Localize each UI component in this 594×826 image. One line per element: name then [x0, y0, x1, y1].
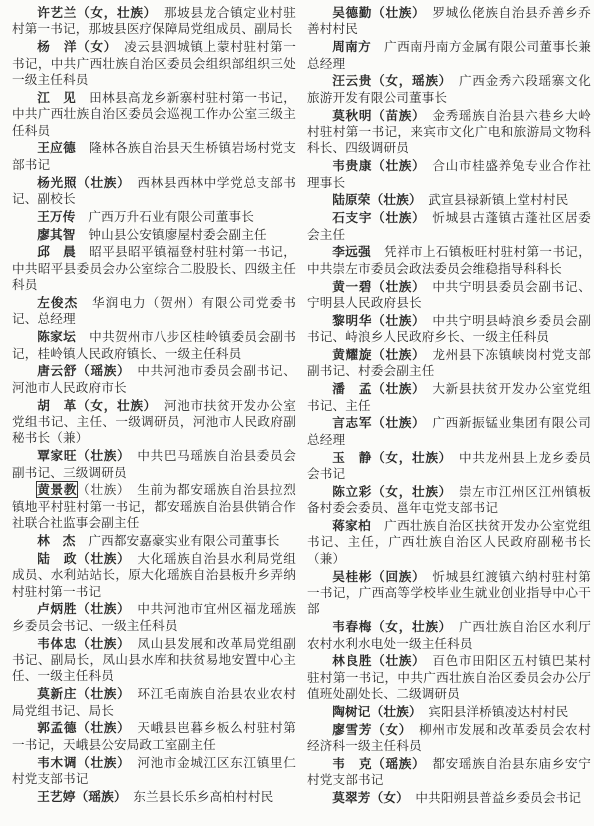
- honoree-entry: [12, 686, 296, 719]
- honoree-name: 邱 晨: [37, 244, 77, 260]
- honoree-name: 黄景教: [37, 482, 78, 498]
- honoree-entry: [12, 295, 296, 328]
- honoree-description: 中共宁明县委员会副书记、宁明县人民政府县长: [307, 278, 591, 311]
- honoree-name: 莫翠芳（女）: [332, 790, 403, 806]
- honoree-entry: [307, 313, 591, 346]
- honoree-name: 汪云贵（女，瑶族）: [332, 73, 446, 89]
- honoree-entry: [12, 601, 296, 634]
- honoree-name: 林良胜（壮族）: [332, 653, 420, 669]
- honoree-description: 钟山县公安镇廖屋村委会副主任: [88, 226, 267, 242]
- honoree-entry: [307, 192, 591, 208]
- honoree-description: 广西壮族自治区水利厅农村水利水电处一级主任科员: [307, 619, 592, 651]
- honoree-name: 王艺婷（瑶族）: [37, 788, 121, 804]
- honoree-name: 李远强: [332, 244, 372, 260]
- honoree-description: 广西金秀六段瑶寨文化旅游开发有限公司董事长: [307, 73, 592, 105]
- honoree-entry: [307, 158, 591, 191]
- honoree-description: 宾阳县洋桥镇凌达村村民: [428, 704, 569, 720]
- honoree-description: 大新县扶贫开发办公室党组书记、主任: [307, 381, 591, 413]
- honoree-description: 天峨县岜暮乡板么村驻村第一书记，天峨县公安局政工室副主任: [12, 720, 296, 752]
- honoree-entry: [12, 533, 296, 549]
- honoree-entry: [12, 398, 296, 447]
- honoree-name: 杨 洋（女）: [37, 39, 111, 55]
- honoree-description: 忻城县红渡镇六纳村驻村第一书记，广西高等学校毕业生就业创业指导中心干部: [307, 568, 591, 617]
- honoree-entry: [307, 381, 591, 414]
- honoree-entry: [307, 210, 591, 243]
- honoree-name: 林 杰: [37, 533, 76, 549]
- honoree-name: 韦 克（瑶族）: [332, 756, 420, 772]
- honoree-entry: [12, 636, 296, 685]
- honoree-description: 东兰县长乐乡高柏村村民: [133, 788, 274, 804]
- honoree-name: 覃家旺（壮族）: [37, 448, 125, 464]
- honoree-name: 王万传: [37, 208, 76, 224]
- honoree-name: 玉 静（女，壮族）: [332, 449, 446, 465]
- honoree-description: 龙州县下冻镇峡岗村党支部副书记、村委会副主任: [307, 347, 591, 379]
- honoree-description: 广西南丹南方金属有限公司董事长兼总经理: [307, 39, 591, 71]
- honoree-description: 中共龙州县上龙乡委员会书记: [307, 449, 592, 482]
- honoree-name: 黎明华（壮族）: [332, 312, 420, 328]
- honoree-name: 胡 革（女，壮族）: [37, 397, 151, 413]
- honoree-entry: [12, 39, 296, 88]
- honoree-name: 潘 孟（壮族）: [332, 381, 420, 397]
- honoree-description: 金秀瑶族自治县六巷乡大岭村驻村第一书记，来宾市文化广电和旅游局文物科科长、四级调研员: [307, 107, 591, 156]
- honoree-description: 凭祥市上石镇板旺村驻村第一书记，中共崇左市委员会政法委员会维稳指导科科长: [307, 244, 591, 276]
- honoree-entry: [12, 227, 296, 243]
- honoree-description: 忻城县古蓬镇古蓬社区居委会主任: [307, 210, 591, 242]
- honoree-description: 凤山县发展和改革局党组副书记、副局长，凤山县水库和扶贫易地安置中心主任、一级主任科员: [12, 635, 296, 684]
- honoree-name: 韦贵康（壮族）: [332, 158, 420, 174]
- honoree-description: 广西壮族自治区扶贫开发办公室党组书记、主任，广西壮族自治区人民政府副秘书长（兼）: [307, 518, 591, 566]
- honoree-name: 韦体忠（壮族）: [37, 635, 125, 651]
- honoree-description: 凌云县泗城镇上蒙村驻村第一书记，中共广西壮族自治区委员会组织部组织三处一级主任科员: [12, 39, 297, 88]
- honoree-entry: [307, 704, 591, 720]
- honoree-name: 韦春梅（女，壮族）: [332, 619, 446, 635]
- honoree-name: 陆原荣（壮族）: [332, 192, 416, 208]
- honoree-description: （壮族） 生前为都安瑶族自治县拉烈镇地平村驻村第一书记，都安瑶族自治县供销合作社联合社监事会副主任: [12, 482, 297, 531]
- honoree-entry: [307, 347, 591, 380]
- honoree-entry: [12, 140, 296, 173]
- left-column: [12, 5, 296, 807]
- honoree-entry: [307, 415, 591, 448]
- honoree-name: 卢炳胜（壮族）: [37, 601, 125, 617]
- honoree-description: 武宣县禄新镇上堂村村民: [428, 192, 569, 208]
- honoree-description: 中共河池市宜州区福龙瑶族乡委员会书记、一级主任科员: [12, 601, 296, 633]
- honoree-entry: [307, 756, 591, 789]
- honoree-name: 黄耀旋（壮族）: [332, 347, 420, 363]
- honoree-entry: [307, 244, 591, 277]
- honoree-entry: [307, 5, 591, 38]
- honoree-name: 左俊杰: [37, 295, 79, 311]
- honoree-description: 田林县高龙乡新寨村驻村第一书记，中共广西壮族自治区委员会巡视工作办公室三级主任科员: [12, 89, 296, 138]
- honoree-description: 昭平县昭平镇福登村驻村第一书记，中共昭平县委员会办公室综合二股股长、四级主任科员: [12, 244, 296, 293]
- honoree-name: 唐云舒（瑶族）: [37, 363, 125, 379]
- honoree-entry: [307, 279, 591, 312]
- honoree-entry: [307, 790, 591, 806]
- honoree-entry: [307, 108, 591, 157]
- honoree-name: 吴德勤（壮族）: [332, 5, 420, 20]
- honoree-entry: [12, 551, 296, 600]
- honoree-description: 中共河池市委员会副书记、河池市人民政府市长: [12, 363, 296, 395]
- honoree-name: 莫新庄（壮族）: [37, 686, 125, 702]
- honoree-description: 中共阳朔县普益乡委员会书记: [415, 790, 582, 806]
- honoree-name: 杨光照（壮族）: [37, 174, 125, 190]
- honoree-entry: [12, 5, 296, 38]
- honoree-description: 柳州市发展和改革委员会农村经济科一级主任科员: [307, 721, 592, 754]
- honoree-name: 廖雪芳（女）: [332, 721, 406, 737]
- honoree-name: 言志军（壮族）: [332, 415, 420, 431]
- honoree-description: 环江毛南族自治县农业农村局党组书记、局长: [12, 686, 296, 718]
- honoree-entry: [12, 244, 296, 293]
- honoree-name: 廖其智: [37, 226, 76, 242]
- honoree-name: 周南方: [332, 39, 372, 55]
- honoree-name: 陶树记（壮族）: [332, 704, 416, 720]
- honoree-name: 莫秋明（苗族）: [332, 107, 420, 123]
- honoree-entry: [307, 73, 591, 106]
- honoree-entry: [12, 363, 296, 396]
- honoree-description: 河池市金城江区东江镇里仁村党支部书记: [12, 754, 296, 787]
- honoree-name: 韦木调（壮族）: [37, 754, 125, 770]
- honoree-entry: [307, 484, 591, 517]
- honoree-description: 大化瑶族自治县水利局党组成员、水利站站长，原大化瑶族自治县板升乡弄纳村驻村第一书记: [12, 550, 296, 599]
- right-column: [307, 5, 591, 808]
- honoree-description: 中共宁明县峙浪乡委员会副书记、峙浪乡人民政府乡长、一级主任科员: [307, 312, 591, 345]
- honoree-description: 中共巴马瑶族自治县委员会副书记、三级调研员: [12, 448, 296, 480]
- honoree-description: 隆林各族自治县天生桥镇岩场村党支部书记: [12, 140, 296, 172]
- honoree-name: 许艺兰（女，壮族）: [37, 5, 151, 20]
- honoree-entry: [307, 518, 591, 567]
- honoree-name: 陈立彩（女，壮族）: [332, 483, 446, 499]
- honoree-name: 蒋家柏: [332, 518, 372, 534]
- honoree-entry: [307, 39, 591, 72]
- honoree-description: 西林县西林中学党总支部书记、副校长: [12, 174, 296, 207]
- honoree-description: 合山市桂盛养兔专业合作社理事长: [307, 158, 591, 190]
- honoree-name: 王应德: [37, 140, 77, 156]
- honoree-name: 陈家坛: [37, 329, 77, 345]
- honoree-entry: [12, 720, 296, 753]
- honoree-description: 那坡县龙合镇定业村驻村第一书记，那坡县医疗保障局党组成员、副局长: [12, 5, 297, 37]
- honoree-description: 广西新振锰业集团有限公司总经理: [307, 415, 591, 447]
- honoree-description: 中共贺州市八步区桂岭镇委员会副书记，桂岭镇人民政府镇长、一级主任科员: [12, 329, 296, 361]
- honoree-entry: [307, 569, 591, 618]
- honoree-description: 广西万升石业有限公司董事长: [88, 208, 254, 224]
- honoree-description: 百色市田阳区五村镇巴某村驻村第一书记，中共广西壮族自治区委员会办公厅值班处副处长、二级调研员: [307, 653, 591, 702]
- honoree-entry: [307, 653, 591, 702]
- honoree-description: 河池市扶贫开发办公室党组书记、主任、一级调研员，河池市人民政府副秘书长（兼）: [12, 397, 297, 446]
- honoree-entry: [12, 482, 296, 531]
- honoree-name: 陆 政（壮族）: [37, 550, 125, 566]
- honoree-entry: [12, 329, 296, 362]
- honoree-entry: [307, 450, 591, 483]
- honoree-entry: [12, 448, 296, 481]
- honoree-description: 罗城仫佬族自治县乔善乡乔善村村民: [307, 5, 591, 37]
- honoree-entry: [12, 175, 296, 208]
- honoree-entry: [307, 619, 591, 652]
- honoree-entry: [12, 209, 296, 225]
- honoree-name: 黄一碧（壮族）: [332, 278, 420, 294]
- honoree-entry: [12, 90, 296, 139]
- honoree-entry: [307, 722, 591, 755]
- honoree-name: 吴桂彬（回族）: [332, 568, 420, 584]
- honoree-entry: [12, 755, 296, 788]
- honoree-description: 都安瑶族自治县东庙乡安宁村党支部书记: [307, 756, 591, 788]
- honoree-description: 广西都安嘉豪实业有限公司董事长: [88, 533, 280, 549]
- honoree-description: 崇左市江州区江州镇板备村委会委员、邕年屯党支部书记: [307, 483, 592, 516]
- honoree-name: 郭孟德（壮族）: [37, 720, 125, 736]
- honoree-name: 江 见: [37, 89, 77, 105]
- honoree-name: 石支宇（壮族）: [332, 210, 420, 226]
- honoree-description: 华润电力（贺州）有限公司党委书记、总经理: [12, 295, 297, 327]
- honoree-entry: [12, 789, 296, 805]
